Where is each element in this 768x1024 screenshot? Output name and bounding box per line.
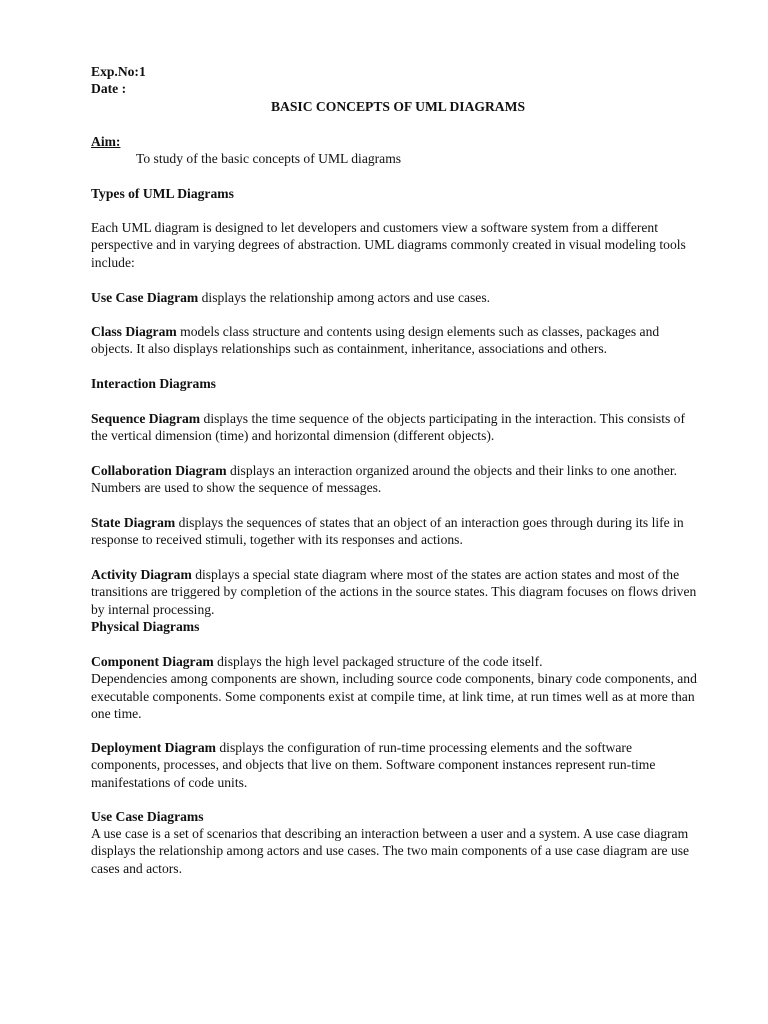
physical-heading: Physical Diagrams bbox=[91, 619, 200, 634]
use-case-diagrams-text: A use case is a set of scenarios that describing an interaction between a user and a system. A use case diagram displays the relationship among actors and use cases. The two main components of a use case diagram are use cases and actors. bbox=[91, 826, 690, 876]
use-case-diagrams-heading: Use Case Diagrams bbox=[91, 809, 204, 824]
class-diagram-term: Class Diagram bbox=[91, 324, 177, 339]
interaction-heading: Interaction Diagrams bbox=[91, 376, 216, 391]
types-heading: Types of UML Diagrams bbox=[91, 186, 234, 201]
activity-text: displays a special state diagram where most of the states are action states and most of the transitions are triggered by completion of the actions in the source states. This diagram focuses on flows driven by internal processing. bbox=[91, 567, 697, 617]
component-term: Component Diagram bbox=[91, 654, 214, 669]
sequence-term: Sequence Diagram bbox=[91, 411, 201, 426]
collaboration-term: Collaboration Diagram bbox=[91, 463, 227, 478]
deployment-paragraph bbox=[91, 739, 701, 791]
class-diagram-paragraph bbox=[91, 323, 701, 358]
deployment-text: displays the configuration of run-time processing elements and the software components, processes, and objects that live on them. Software component instances represent run-time manifestations of code units. bbox=[91, 740, 656, 790]
types-intro: Each UML diagram is designed to let developers and customers view a software system from a different perspective and in varying degrees of abstraction. UML diagrams commonly created in visual modeling tools include: bbox=[91, 220, 686, 270]
state-text: displays the sequences of states that an object of an interaction goes through during its life in response to received stimuli, together with its responses and actions. bbox=[91, 515, 684, 548]
page-title: BASIC CONCEPTS OF UML DIAGRAMS bbox=[270, 99, 526, 114]
sequence-text: displays the time sequence of the objects participating in the interaction. This consists of the vertical dimension (time) and horizontal dimension (different objects). bbox=[91, 411, 685, 444]
class-diagram-text: models class structure and contents using design elements such as classes, packages and objects. It also displays relationships such as containment, inheritance, associations and others. bbox=[91, 324, 660, 357]
component-text-2: Dependencies among components are shown, including source code components, binary code components, and executable components. Some components exist at compile time, at link time, at run times well as at more than one time. bbox=[91, 671, 697, 722]
use-case-term: Use Case Diagram bbox=[91, 290, 199, 305]
exp-number: Exp.No:1 bbox=[91, 64, 146, 79]
activity-paragraph bbox=[91, 566, 701, 618]
aim-label: Aim: bbox=[91, 134, 121, 149]
component-paragraph bbox=[91, 653, 701, 723]
aim-text: To study of the basic concepts of UML diagrams bbox=[136, 151, 402, 166]
activity-term: Activity Diagram bbox=[91, 567, 192, 582]
use-case-text: displays the relationship among actors and use cases. bbox=[198, 290, 491, 305]
use-case-paragraph bbox=[91, 289, 701, 306]
state-term: State Diagram bbox=[91, 515, 176, 530]
collaboration-text: displays an interaction organized around the objects and their links to one another. Numbers are used to show the sequence of messages. bbox=[91, 463, 678, 496]
date-label: Date : bbox=[91, 81, 127, 96]
component-text: displays the high level packaged structure of the code itself. bbox=[213, 654, 543, 669]
state-paragraph bbox=[91, 514, 701, 549]
collaboration-paragraph bbox=[91, 462, 701, 497]
sequence-paragraph bbox=[91, 410, 701, 445]
deployment-term: Deployment Diagram bbox=[91, 740, 216, 755]
